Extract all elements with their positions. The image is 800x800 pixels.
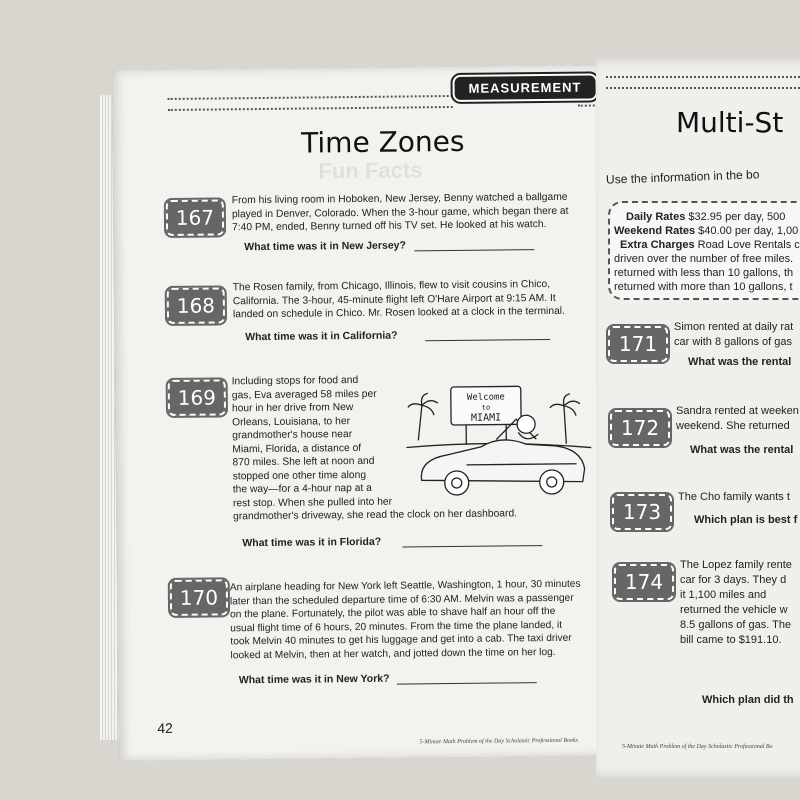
text-line: it 1,100 miles and (680, 589, 767, 601)
question-170: What time was it in New York? (238, 672, 390, 687)
problem-number-170: 170 (170, 579, 228, 616)
page-title: Time Zones (300, 124, 465, 160)
text-line: Including stops for food and (231, 374, 359, 388)
answer-line-169 (402, 545, 542, 547)
problem-text-170 (230, 578, 582, 663)
answer-line-167 (414, 249, 534, 251)
text-line: 870 miles. She left at noon and (232, 455, 375, 469)
rate-extra-line: driven over the number of free miles. (614, 253, 794, 265)
text-line: usual flight time of 6 hours, 20 minutes. From the time the plane landed, it (230, 619, 563, 634)
right-page (596, 58, 800, 778)
text-line: An airplane heading for New York left Seattle, Washington, 1 hour, 30 minutes (229, 578, 581, 594)
answer-line-168 (425, 339, 550, 341)
text-line: 7:40 PM, ended, Benny turned off his TV set. He looked at his watch. (231, 219, 547, 234)
problem-number-168: 168 (167, 287, 225, 324)
text-line: Simon rented at daily rat (674, 321, 794, 333)
problem-text-171 (674, 320, 793, 350)
problem-number-174: 174 (614, 564, 674, 600)
sign-text-miami: MIAMI (470, 412, 502, 424)
text-line: hour in her drive from New (231, 402, 354, 415)
rate-extra-line: returned with more than 10 gallons, t (614, 281, 793, 293)
text-line: Orleans, Louisiana, to her (232, 415, 351, 428)
text-line: returned the vehicle w (680, 604, 788, 616)
question-169: What time was it in Florida? (242, 535, 382, 550)
car-illustration (406, 384, 592, 506)
text-line: The Lopez family rente (680, 559, 792, 571)
sign-text-to: to (481, 403, 491, 412)
question-171: What was the rental (688, 356, 792, 368)
question-172: What was the rental (690, 444, 794, 456)
text-line: California. The 3-hour, 45-minute flight left O'Hare Airport at 9:15 AM. It (232, 292, 556, 307)
rate-extra-line: returned with less than 10 gallons, th (614, 267, 794, 279)
page-footer: 5-Minute Math Problem of the Day Scholastic Professional Bo (622, 744, 773, 750)
section-badge: MEASUREMENT (452, 73, 597, 102)
problem-number-171: 171 (608, 326, 668, 362)
problem-number-169: 169 (168, 379, 226, 416)
text-line: grandmother's driveway, she read the clock on her dashboard. (233, 508, 518, 523)
text-line: on the plane. Fortunately, the pilot was able to shave half an hour off the (230, 605, 556, 621)
problem-number-173: 173 (612, 494, 672, 530)
problem-text-167 (232, 191, 569, 235)
question-174: Which plan did th (702, 694, 794, 706)
text-line: grandmother's house near (232, 429, 353, 442)
sign-text-welcome: Welcome (466, 392, 505, 403)
text-line: later than the scheduled departure time of 6:30 AM. Melvin was a passenger (229, 592, 574, 607)
text-line: stopped one other time along (232, 469, 367, 482)
question-168: What time was it in California? (245, 329, 398, 344)
left-page (111, 65, 604, 760)
text-line: took Melvin 40 minutes to get his luggage and get into a cab. The taxi driver (230, 632, 572, 648)
stitch-border (168, 95, 453, 111)
text-line: weekend. She returned (676, 420, 790, 432)
intro-text: Use the information in the bo (605, 167, 760, 187)
text-line: car for 3 days. They d (680, 574, 787, 586)
problem-text-174 (680, 558, 792, 648)
stitch-border (606, 76, 800, 89)
text-line: The Cho family wants t (678, 491, 790, 503)
text-line: The Rosen family, from Chicago, Illinois, flew to visit cousins in Chico, (232, 278, 551, 294)
text-line: gas, Eva averaged 58 miles per (231, 388, 377, 401)
text-line: rest stop. When she pulled into her (232, 496, 393, 509)
text-line: played in Denver, Colorado. When the 3-hour game, which began there at (231, 205, 569, 220)
problem-number-167: 167 (166, 199, 224, 236)
rate-daily: Daily Rates $32.95 per day, 500 (626, 211, 786, 223)
text-line: looked at Melvin, then at her watch, and jotted down the time on her log. (230, 646, 556, 661)
problem-text-168 (233, 278, 565, 322)
rate-extra: Extra Charges Road Love Rentals c (620, 239, 800, 251)
question-167: What time was it in New Jersey? (244, 239, 406, 254)
rate-weekend: Weekend Rates $40.00 per day, 1,00 (614, 225, 799, 237)
problem-text-173 (678, 490, 790, 505)
problem-number-172: 172 (610, 410, 670, 446)
page-title: Multi-St (676, 106, 784, 139)
page-number: 42 (157, 719, 173, 737)
answer-line-170 (397, 682, 537, 684)
text-line: bill came to $191.10. (680, 634, 782, 646)
text-line: landed on schedule in Chico. Mr. Rosen looked at a clock in the terminal. (232, 305, 565, 321)
show-through-text: Fun Facts (318, 157, 423, 184)
text-line: From his living room in Hoboken, New Jersey, Benny watched a ballgame (231, 191, 568, 207)
text-line: Miami, Florida, a distance of (232, 442, 362, 455)
problem-text-172 (676, 404, 799, 434)
text-line: the way—for a 4-hour nap at a (232, 482, 372, 496)
text-line: car with 8 gallons of gas (674, 336, 793, 348)
text-line: Sandra rented at weeken (676, 405, 799, 417)
page-footer: 5-Minute Math Problem of the Day Scholastic Professional Books (419, 737, 579, 746)
rates-box (608, 201, 800, 300)
text-line: 8.5 gallons of gas. The (680, 619, 792, 631)
question-173: Which plan is best f (694, 514, 798, 526)
